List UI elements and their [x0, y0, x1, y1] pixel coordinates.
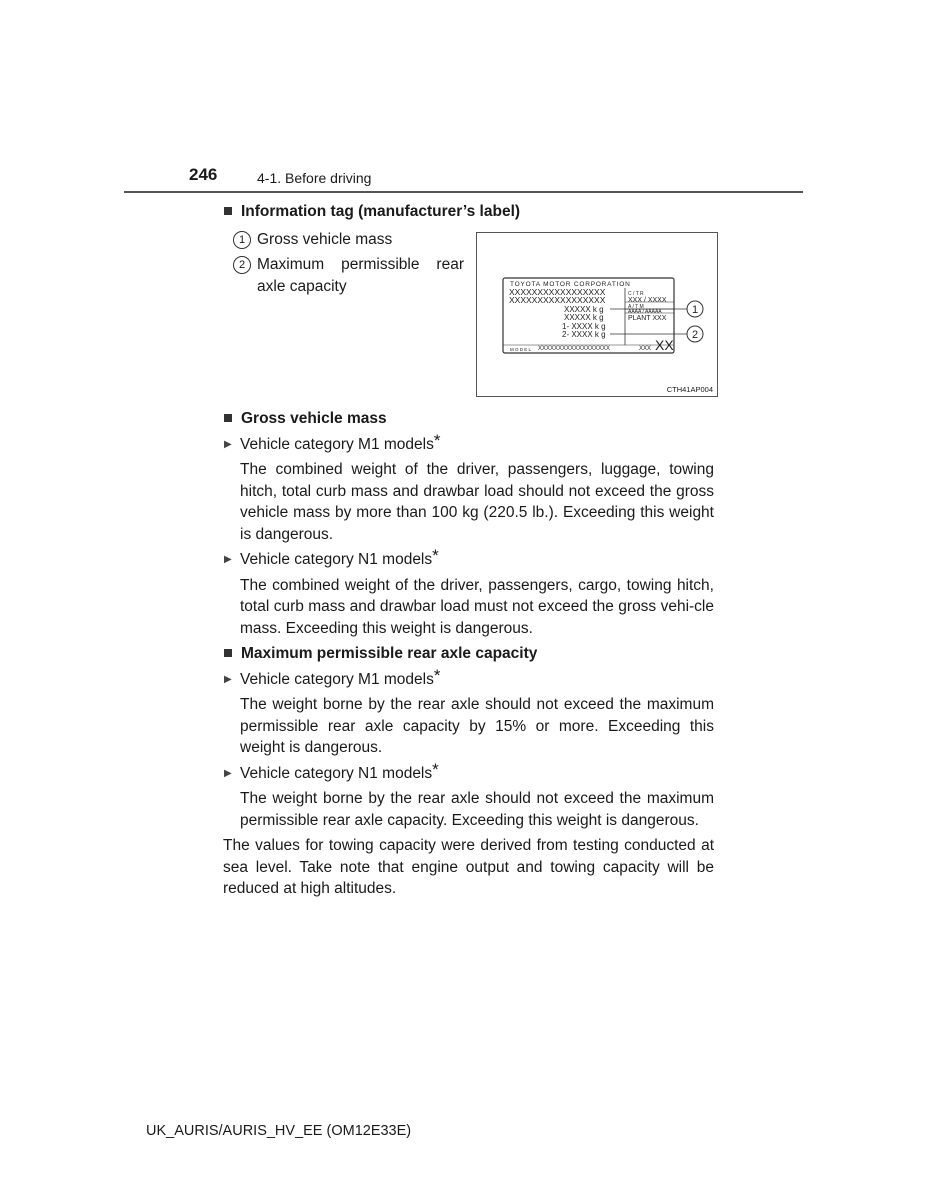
callout-1-icon: 1 — [691, 304, 699, 316]
gross-n1-text: The combined weight of the driver, passengers, cargo, towing hitch, total curb mass and drawbar load must not exceed the gross vehi-cle mass. Exceeding this weight is dangerous. — [240, 576, 714, 637]
info-tag-item-2: 2 Maximum permissible rear axle capacity — [223, 254, 464, 297]
page-number: 246 — [189, 165, 218, 184]
rear-heading: Maximum permissible rear axle capacity — [223, 643, 714, 665]
asterisk-icon: * — [432, 759, 439, 779]
asterisk-icon: * — [432, 546, 439, 565]
label-xxx: XXX — [639, 346, 652, 352]
label-weight-2: XXXXX k g — [564, 313, 604, 322]
page-header — [0, 0, 927, 200]
information-tag-figure — [476, 232, 718, 397]
figure-code: CTH41AP004 — [666, 385, 713, 394]
square-bullet-icon — [224, 414, 232, 422]
gross-n1-label: ▶ Vehicle category N1 models* — [223, 549, 714, 571]
label-company: TOYOTA MOTOR CORPORATION — [510, 281, 631, 288]
square-bullet-icon — [224, 207, 232, 215]
triangle-bullet-icon: ▶ — [224, 554, 232, 565]
page-footer: UK_AURIS/AURIS_HV_EE (OM12E33E) — [146, 1123, 412, 1139]
triangle-bullet-icon: ▶ — [224, 673, 232, 685]
gross-heading: Gross vehicle mass — [223, 408, 714, 430]
asterisk-icon: * — [433, 665, 441, 685]
label-axle: AAAA / AAAAA — [628, 309, 662, 315]
gross-m1-text: The combined weight of the driver, passengers, luggage, towing hitch, total curb mass and drawbar load should not exceed the gross vehicle mass by more than 100 kg (220.5 lb.). Exceeding this weight is dangerous. — [240, 461, 714, 543]
label-ct: C / T R — [628, 291, 644, 297]
towing-note: The values for towing capacity were derived from testing conducted at sea level. Take note that engine output and towing capacity will be reduced at high altitudes. — [223, 837, 714, 897]
label-big: XX — [655, 337, 674, 353]
circled-number-icon: 2 — [233, 256, 251, 274]
label-modelval: XXXXXXXXXXXXXXXXXX — [538, 346, 611, 352]
gross-m1-label: ▶ Vehicle category M1 models* — [223, 434, 714, 456]
rear-m1-text: The weight borne by the rear axle should not exceed the maximum permissible rear axle capacity by 15% or more. Exceeding this weight is dangerous. — [240, 696, 714, 756]
label-ctval: XXX / XXXX — [628, 297, 667, 304]
rear-n1-text: The weight borne by the rear axle should not exceed the maximum permissible rear axle capacity. Exceeding this weight is dangerous. — [240, 790, 714, 829]
info-tag-item-1: 1 Gross vehicle mass — [223, 229, 464, 251]
label-model: M O D E L — [510, 347, 532, 352]
section-title: 4-1. Before driving — [257, 170, 372, 186]
circled-number-icon: 1 — [233, 231, 251, 249]
label-weight-3: 1- XXXX k g — [562, 322, 606, 331]
info-tag-heading: Information tag (manufacturer’s label) — [223, 201, 714, 223]
label-at: A / T M — [628, 304, 644, 310]
square-bullet-icon — [224, 649, 232, 657]
asterisk-icon: * — [433, 430, 441, 450]
label-illustration — [477, 233, 717, 396]
callout-2-icon: 2 — [691, 329, 699, 341]
triangle-bullet-icon: ▶ — [224, 767, 232, 779]
label-line2: XXXXXXXXXXXXXXXXX — [509, 295, 606, 305]
triangle-bullet-icon: ▶ — [224, 438, 232, 450]
header-rule — [124, 191, 803, 193]
label-weight-4: 2- XXXX k g — [562, 330, 606, 339]
rear-m1-label: ▶ Vehicle category M1 models* — [223, 669, 714, 691]
label-plant: PLANT XXX — [628, 315, 667, 322]
rear-n1-label: ▶ Vehicle category N1 models* — [223, 763, 714, 785]
label-weight-1: XXXXX k g — [564, 305, 604, 314]
label-line1: XXXXXXXXXXXXXXXXX — [509, 287, 606, 297]
